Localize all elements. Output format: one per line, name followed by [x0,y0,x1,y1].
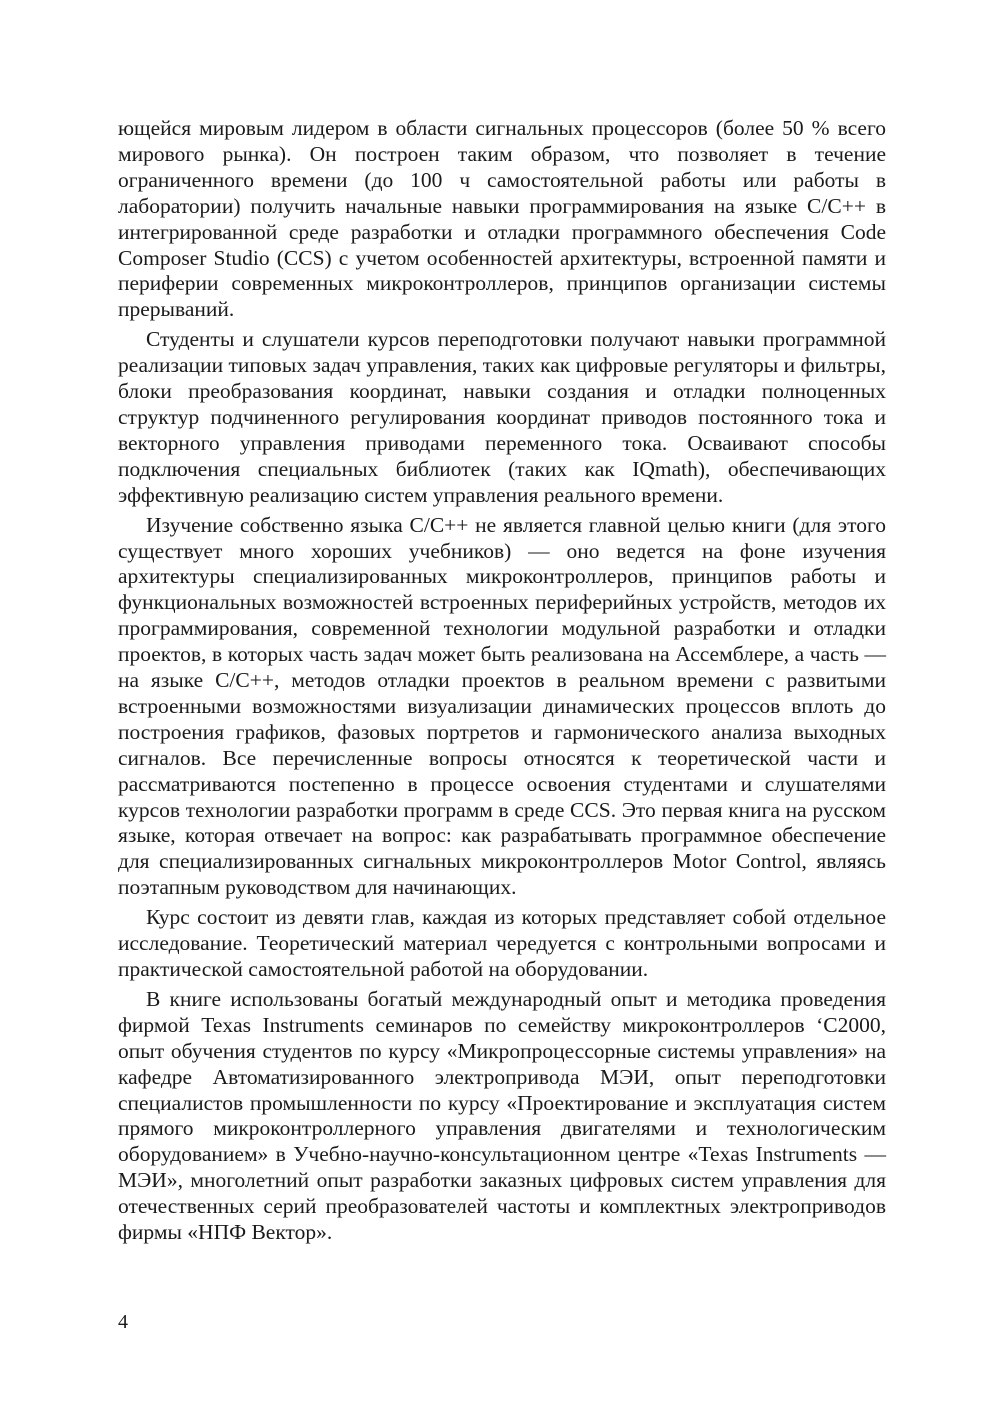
paragraph-2: Студенты и слушатели курсов переподготовки получают навыки программной реализации типовых задач управления, таких как цифровые регуляторы и фильтры, блоки преобразования координат, навыки создания и отладки полноценных структур подчиненного регулирования координат приводов постоянного тока и векторного управления приводами переменного тока. Осваивают способы подключения специальных библиотек (таких как IQmath), обеспечивающих эффективную реализацию систем управления реального времени. [118,327,886,507]
body-text [118,116,886,1250]
paragraph-1: ющейся мировым лидером в области сигнальных процессоров (более 50 % всего мирового рынка). Он построен таким образом, что позволяет в течение ограниченного времени (до 100 ч самостоятельной работы или работы в лаборатории) получить начальные навыки программирования на языке C/C++ в интегрированной среде разработки и отладки программного обеспечения Code Composer Studio (CCS) с учетом особенностей архитектуры, встроенной памяти и периферии современных микроконтроллеров, принципов организации системы прерываний. [118,116,886,322]
page-number: 4 [118,1311,128,1333]
paragraph-4: Курс состоит из девяти глав, каждая из которых представляет собой отдельное исследование. Теоретический материал чередуется с контрольными вопросами и практической самостоятельной работой на оборудовании. [118,905,886,981]
paragraph-5: В книге использованы богатый международный опыт и методика проведения фирмой Texas Instruments семинаров по семейству микроконтроллеров ‘C2000, опыт обучения студентов по курсу «Микропроцессорные системы управления» на кафедре Автоматизированного электропривода МЭИ, опыт переподготовки специалистов промышленности по курсу «Проектирование и эксплуатация систем прямого микроконтроллерного управления двигателями и технологическим оборудованием» в Учебно-научно-консультационном центре «Texas Instruments — МЭИ», многолетний опыт разработки заказных цифровых систем управления для отечественных серий преобразователей частоты и комплектных электроприводов фирмы «НПФ Вектор». [118,986,886,1245]
paragraph-3: Изучение собственно языка C/C++ не является главной целью книги (для этого существует много хороших учебников) — оно ведется на фоне изучения архитектуры специализированных микроконтроллеров, принципов работы и функциональных возможностей встроенных периферийных устройств, методов их программирования, современной технологии модульной разработки и отладки проектов, в которых часть задач может быть реализована на Ассемблере, а часть — на языке C/C++, методов отладки проектов в реальном времени с развитыми встроенными возможностями визуализации динамических процессов вплоть до построения графиков, фазовых портретов и гармонического анализа выходных сигналов. Все перечисленные вопросы относятся к теоретической части и рассматриваются постепенно в процессе освоения студентами и слушателями курсов технологии разработки программ в среде CCS. Это первая книга на русском языке, которая отвечает на вопрос: как разрабатывать программное обеспечение для специализированных сигнальных микроконтроллеров Motor Control, являясь поэтапным руководством для начинающих. [118,512,886,900]
